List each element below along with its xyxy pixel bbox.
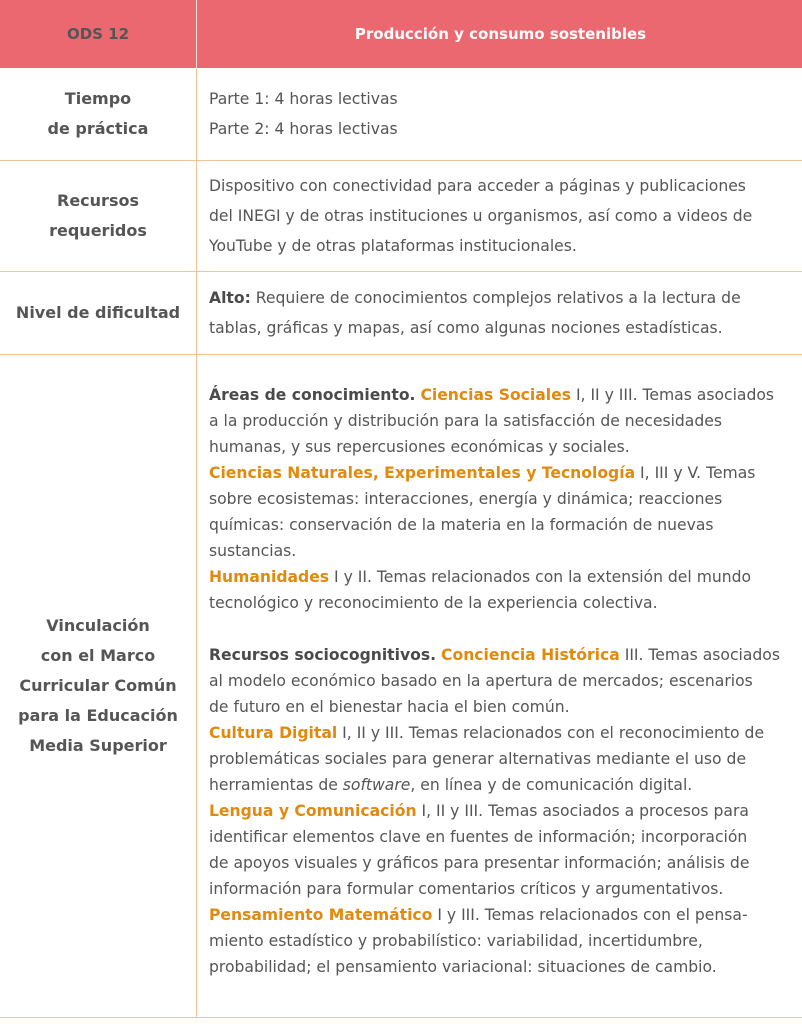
label-line: con el Marco: [40, 646, 156, 665]
row-label-vinculacion: [0, 355, 197, 1017]
text-line: sustancias.: [209, 542, 297, 560]
paragraph-gap: [209, 616, 792, 642]
text-line: Humanidades I y II. Temas relacionados con la extensión del mundo: [209, 568, 752, 586]
subject-ciencias-naturales: Ciencias Naturales, Experimentales y Tecnología: [209, 464, 636, 482]
text-line: Parte 2: 4 horas lectivas: [209, 120, 398, 138]
row-value-nivel: [197, 272, 802, 354]
label-line: requeridos: [49, 221, 147, 240]
text-line: Pensamiento Matemático I y III. Temas relacionados con el pensa-: [209, 906, 748, 924]
label-line: para la Educación: [18, 706, 178, 725]
text-line: identificar elementos clave en fuentes de información; incorporación: [209, 828, 748, 846]
text-line: a la producción y distribución para la satisfacción de necesidades: [209, 412, 722, 430]
text-line: sobre ecosistemas: interacciones, energía y dinámica; reacciones: [209, 490, 723, 508]
text-line: miento estadístico y probabilístico: variabilidad, incertidumbre,: [209, 932, 703, 950]
label-line: Vinculación: [46, 616, 150, 635]
text-line: al modelo económico basado en la apertura de mercados; escenarios: [209, 672, 753, 690]
text-line: Lengua y Comunicación I, II y III. Temas asociados a procesos para: [209, 802, 749, 820]
label-line: de práctica: [47, 119, 149, 138]
subject-ciencias-sociales: Ciencias Sociales: [420, 386, 571, 404]
table-row-vinculacion: [0, 355, 802, 1018]
text-line: Parte 1: 4 horas lectivas: [209, 90, 398, 108]
table-row-tiempo: [0, 68, 802, 161]
label-line: Recursos: [57, 191, 139, 210]
header-title-cell: Producción y consumo sostenibles: [354, 25, 647, 43]
text-line: humanas, y sus repercusiones económicas y sociales.: [209, 438, 630, 456]
text-line: de futuro en el bienestar hacia el bien común.: [209, 698, 570, 716]
text-line: del INEGI y de otras instituciones u organismos, así como a videos de: [209, 207, 753, 225]
label-line: Curricular Común: [19, 676, 177, 695]
text-line: tablas, gráficas y mapas, así como algunas nociones estadísticas.: [209, 319, 723, 337]
subject-conciencia-historica: Conciencia Histórica: [441, 646, 620, 664]
text-line: probabilidad; el pensamiento variacional: situaciones de cambio.: [209, 958, 717, 976]
text-line: tecnológico y reconocimiento de la experiencia colectiva.: [209, 594, 658, 612]
subject-lengua-comunicacion: Lengua y Comunicación: [209, 802, 417, 820]
subject-pensamiento-matematico: Pensamiento Matemático: [209, 906, 433, 924]
row-value-tiempo: [197, 68, 802, 160]
header-ods-cell: ODS 12: [0, 0, 197, 68]
text-line: YouTube y de otras plataformas institucionales.: [209, 237, 577, 255]
row-value-vinculacion: [197, 355, 802, 1017]
row-value-recursos: [197, 161, 802, 271]
text-line: Áreas de conocimiento. Ciencias Sociales I, II y III. Temas asociados: [209, 386, 775, 404]
text-line: Dispositivo con conectividad para acceder a páginas y publicaciones: [209, 177, 746, 195]
row-label-tiempo: [0, 68, 197, 160]
row-label-nivel: Nivel de dificultad: [0, 272, 197, 354]
table-header: [0, 0, 802, 68]
difficulty-level: Alto:: [209, 289, 251, 307]
text-line: Recursos sociocognitivos. Conciencia Histórica III. Temas asociados: [209, 646, 780, 664]
text-line: Cultura Digital I, II y III. Temas relacionados con el reconocimiento de: [209, 724, 765, 742]
text-line: problemáticas sociales para generar alternativas mediante el uso de: [209, 750, 747, 768]
table-row-nivel: [0, 272, 802, 355]
text-line: herramientas de software, en línea y de comunicación digital.: [209, 776, 693, 794]
subject-humanidades: Humanidades: [209, 568, 330, 586]
row-label-recursos: [0, 161, 197, 271]
label-line: Tiempo: [64, 89, 132, 108]
label-line: Media Superior: [29, 736, 167, 755]
text-line: Alto: Requiere de conocimientos complejos relativos a la lectura de: [209, 289, 741, 307]
text-line: información para formular comentarios críticos y argumentativos.: [209, 880, 724, 898]
text-line: de apoyos visuales y gráficos para presentar información; análisis de: [209, 854, 750, 872]
text-line: químicas: conservación de la materia en la formación de nuevas: [209, 516, 714, 534]
table-row-recursos: [0, 161, 802, 272]
text-line: Ciencias Naturales, Experimentales y Tecnología I, III y V. Temas: [209, 464, 756, 482]
subject-cultura-digital: Cultura Digital: [209, 724, 338, 742]
